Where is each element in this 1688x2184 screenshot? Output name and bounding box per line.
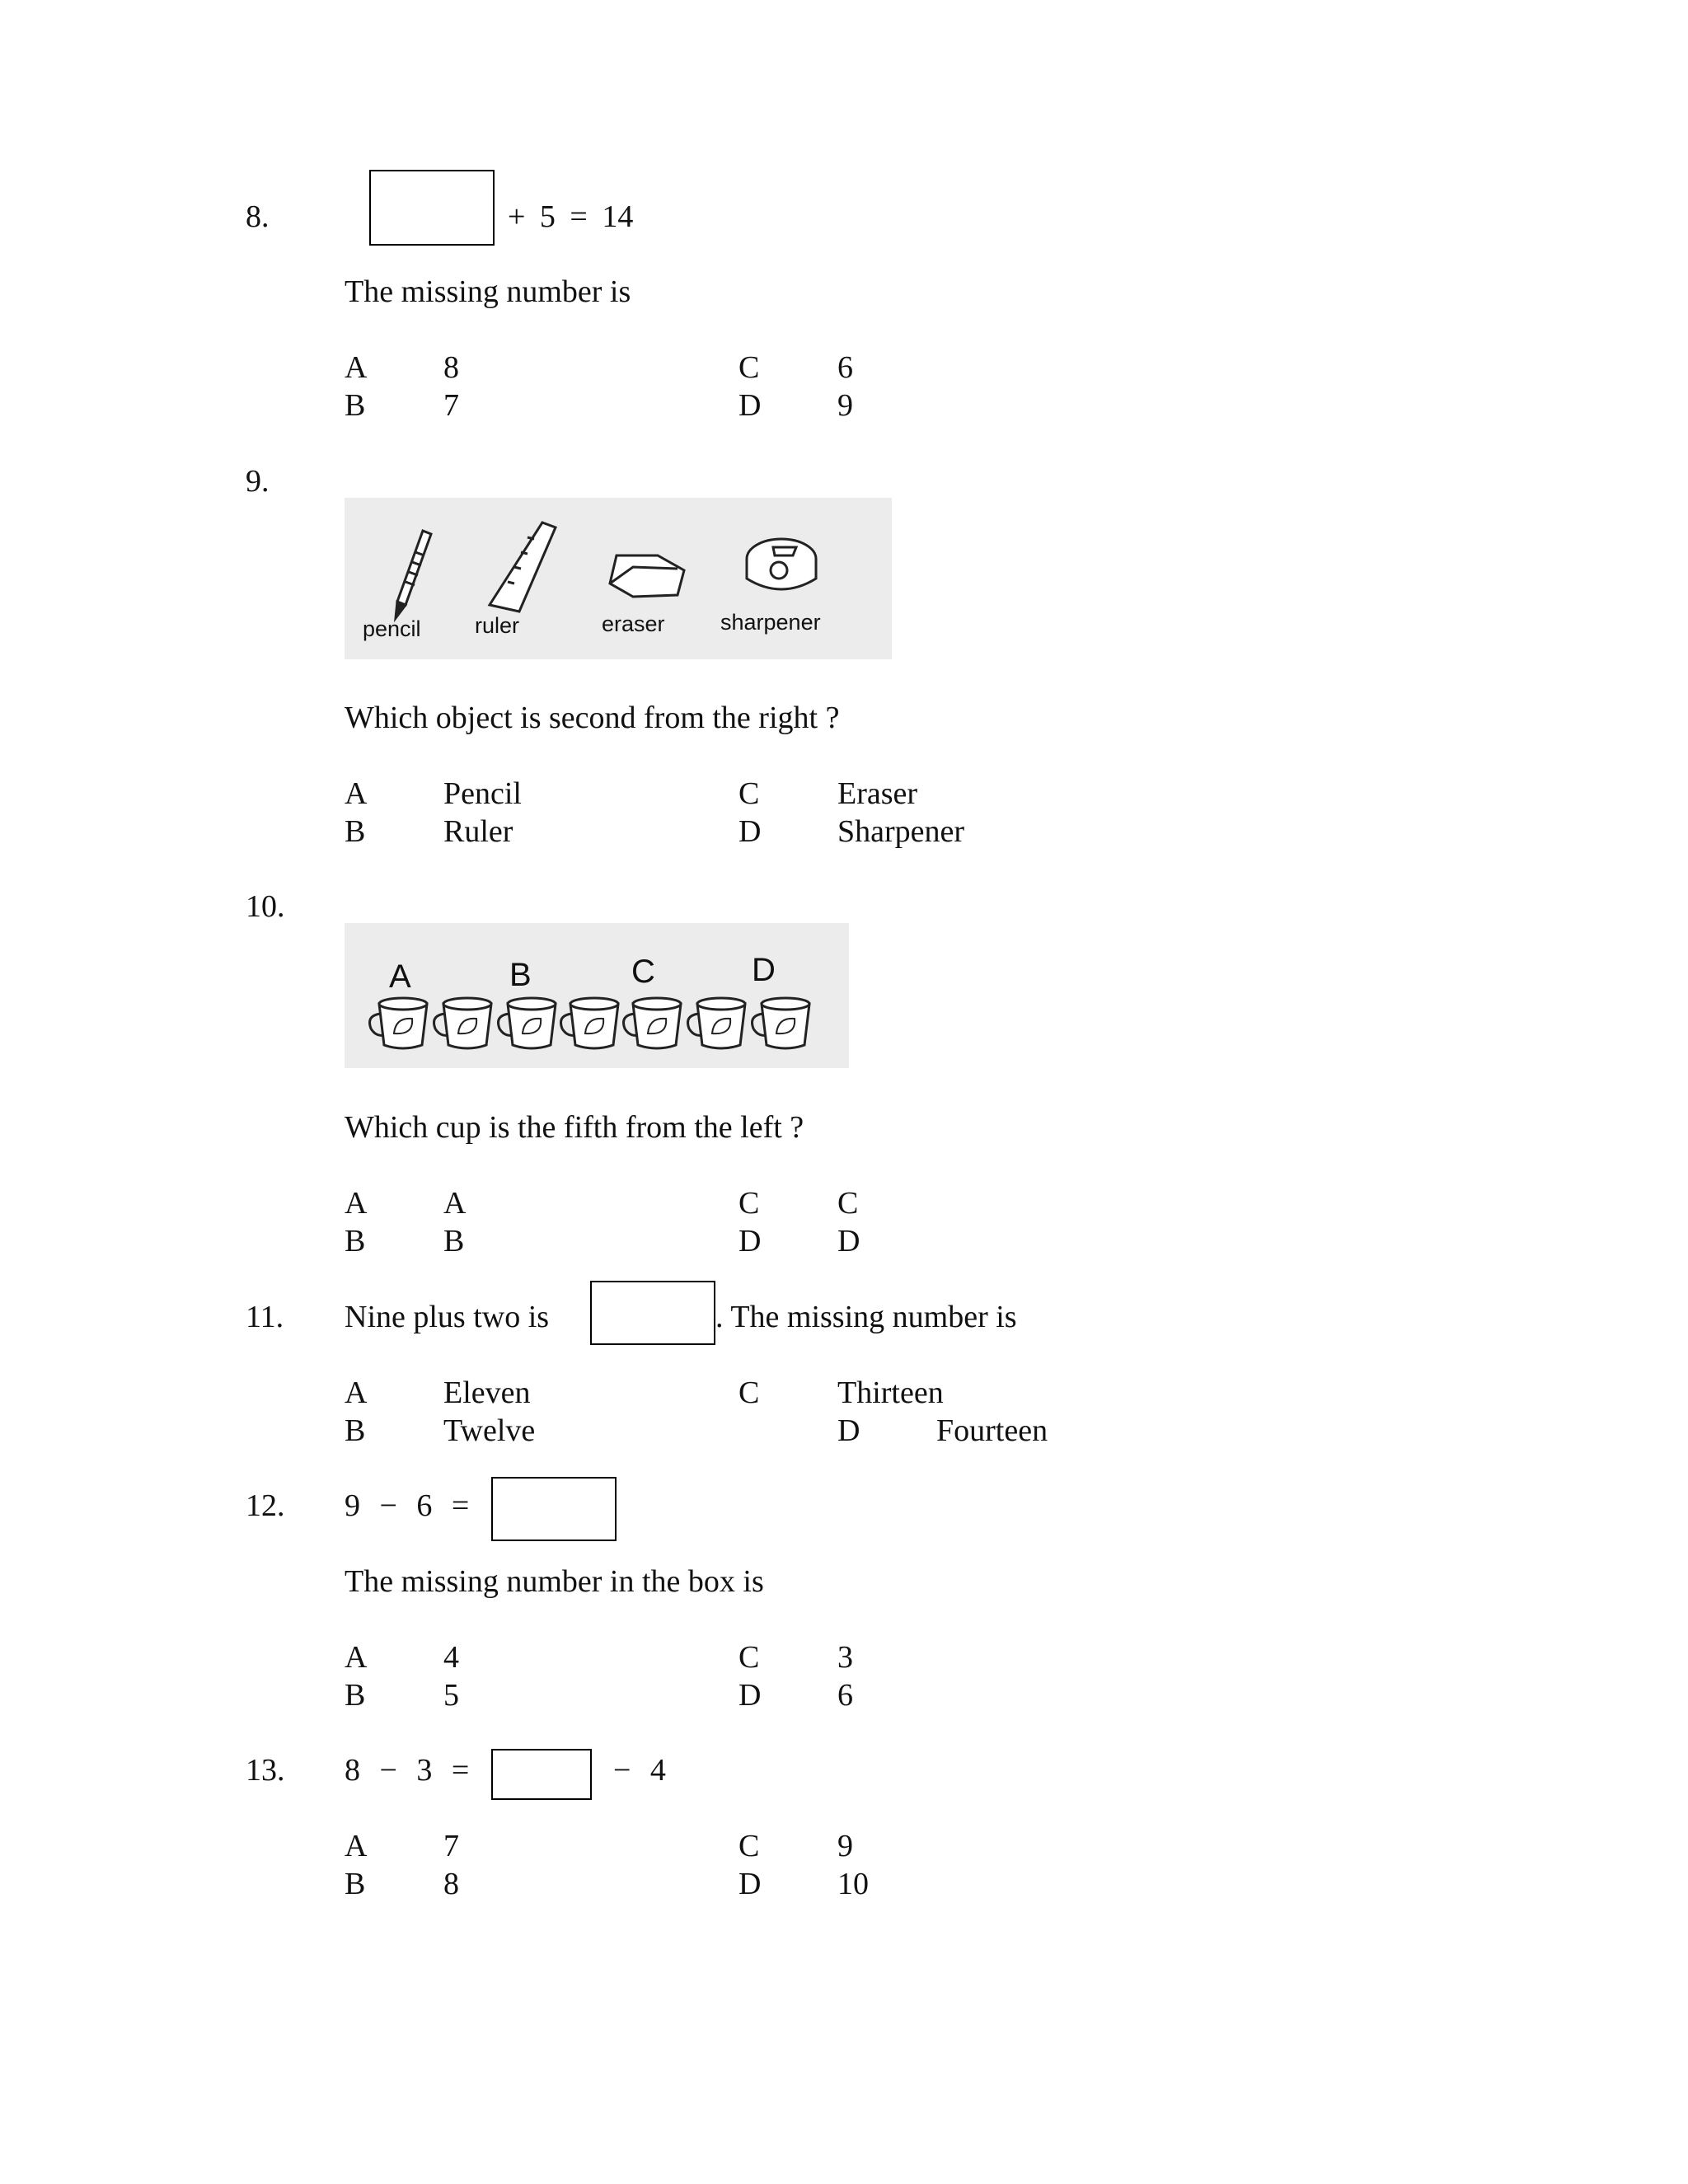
option-value-c: Thirteen <box>837 1376 944 1410</box>
option-value-a: 8 <box>443 350 459 385</box>
question-number: 11. <box>246 1300 284 1334</box>
option-value-d: 9 <box>837 388 853 423</box>
option-letter-a: A <box>345 1186 368 1221</box>
cup-icon <box>688 998 746 1048</box>
question-prompt-end: . The missing number is <box>715 1300 1017 1334</box>
picture-label-ruler: ruler <box>475 613 520 638</box>
question-prompt-start: Nine plus two is <box>345 1300 550 1334</box>
option-letter-d: D <box>837 1413 860 1448</box>
cup-icon <box>624 998 682 1048</box>
question-number: 13. <box>246 1753 285 1788</box>
option-letter-d: D <box>738 388 762 423</box>
option-value-a: Eleven <box>443 1376 531 1410</box>
option-letter-c: C <box>738 776 760 811</box>
picture-label-eraser: eraser <box>602 612 665 636</box>
option-letter-c: C <box>738 1376 760 1410</box>
option-letter-a: A <box>345 1829 368 1863</box>
picture-label-pencil: pencil <box>363 616 421 641</box>
option-value-c: 6 <box>837 350 853 385</box>
option-letter-a: A <box>345 1640 368 1675</box>
option-letter-c: C <box>738 1640 760 1675</box>
question-number: 9. <box>246 464 270 499</box>
option-value-b: Ruler <box>443 814 513 849</box>
option-letter-c: C <box>738 1186 760 1221</box>
question-number: 8. <box>246 199 270 234</box>
option-value-d: Sharpener <box>837 814 965 849</box>
answer-box <box>590 1281 715 1345</box>
cup-icon <box>561 998 619 1048</box>
option-letter-b: B <box>345 1678 366 1713</box>
question-prompt: Which cup is the fifth from the left ? <box>345 1110 804 1145</box>
option-letter-a: A <box>345 1376 368 1410</box>
option-value-a: A <box>443 1186 467 1221</box>
cup-label-b: B <box>509 957 532 993</box>
cup-label-d: D <box>752 952 776 988</box>
option-value-a: Pencil <box>443 776 522 811</box>
cup-label-a: A <box>389 958 411 995</box>
option-value-d: 6 <box>837 1678 853 1713</box>
option-value-c: 9 <box>837 1829 853 1863</box>
option-letter-d: D <box>738 814 762 849</box>
cup-icon <box>370 998 428 1048</box>
option-letter-c: C <box>738 350 760 385</box>
stationery-picture <box>345 498 892 659</box>
option-value-c: C <box>837 1186 859 1221</box>
question-prompt: The missing number is <box>345 274 631 309</box>
equation-left-text: 8 − 3 = <box>345 1753 470 1788</box>
option-letter-a: A <box>345 350 368 385</box>
option-value-a: 7 <box>443 1829 459 1863</box>
option-value-b: B <box>443 1224 465 1258</box>
option-value-a: 4 <box>443 1640 459 1675</box>
option-letter-b: B <box>345 388 366 423</box>
cup-icon <box>434 998 492 1048</box>
eraser-image <box>610 555 684 597</box>
option-letter-b: B <box>345 814 366 849</box>
question-prompt: Which object is second from the right ? <box>345 701 840 735</box>
option-value-d: 10 <box>837 1867 869 1901</box>
answer-box <box>491 1477 617 1541</box>
option-letter-b: B <box>345 1224 366 1258</box>
option-letter-c: C <box>738 1829 760 1863</box>
question-number: 12. <box>246 1488 285 1523</box>
option-letter-a: A <box>345 776 368 811</box>
option-value-b: 8 <box>443 1867 459 1901</box>
option-letter-d: D <box>738 1867 762 1901</box>
option-letter-d: D <box>738 1678 762 1713</box>
cups-picture <box>345 923 849 1068</box>
sharpener-image <box>747 539 816 589</box>
picture-label-sharpener: sharpener <box>720 610 821 635</box>
equation-text: 9 − 6 = <box>345 1488 470 1523</box>
option-value-b: 5 <box>443 1678 459 1713</box>
question-prompt: The missing number in the box is <box>345 1564 764 1599</box>
pencil-image <box>396 531 431 618</box>
question-number: 10. <box>246 889 285 924</box>
equation-right-text: − 4 <box>613 1753 666 1788</box>
stationery-drawing <box>345 498 892 659</box>
cup-label-c: C <box>631 954 655 990</box>
option-value-c: Eraser <box>837 776 918 811</box>
option-value-b: 7 <box>443 388 459 423</box>
option-letter-d: D <box>738 1224 762 1258</box>
option-letter-b: B <box>345 1413 366 1448</box>
option-letter-b: B <box>345 1867 366 1901</box>
option-value-d: Fourteen <box>936 1413 1048 1448</box>
cup-icon <box>499 998 556 1048</box>
cup-icon <box>753 998 810 1048</box>
cups-drawing <box>345 923 849 1068</box>
answer-box <box>369 170 495 246</box>
option-value-d: D <box>837 1224 860 1258</box>
option-value-c: 3 <box>837 1640 853 1675</box>
answer-box <box>491 1749 592 1800</box>
equation-text: + 5 = 14 <box>508 199 634 234</box>
ruler-image <box>490 523 556 612</box>
option-value-b: Twelve <box>443 1413 536 1448</box>
